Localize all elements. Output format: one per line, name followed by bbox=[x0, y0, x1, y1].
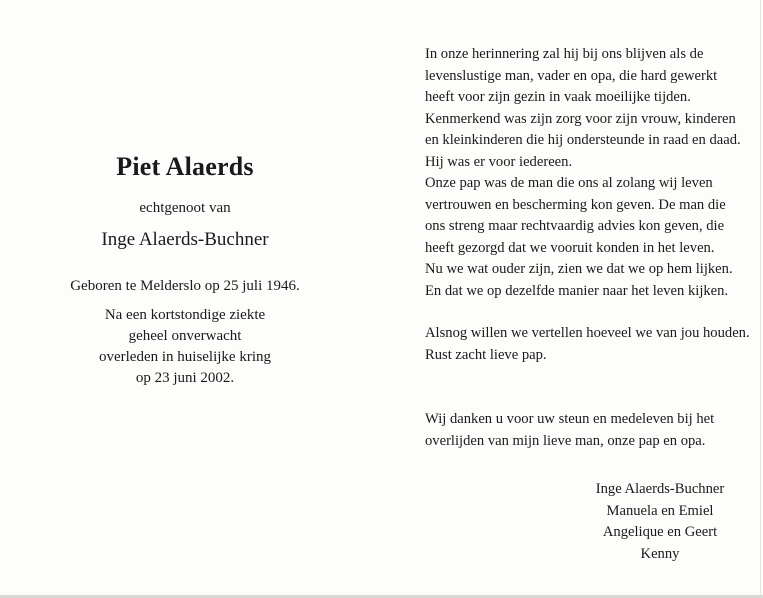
death-line: overleden in huiselijke kring bbox=[98, 349, 272, 365]
memory-paragraph bbox=[425, 44, 751, 302]
memory-line: levenslustige man, vader en opa, die hard gewerkt bbox=[425, 67, 718, 84]
thanks-paragraph bbox=[425, 409, 751, 452]
love-line: Alsnog willen we vertellen hoeveel we van jou houden. bbox=[425, 325, 750, 341]
death-line: op 23 juni 2002. bbox=[135, 370, 235, 386]
memory-line: Onze pap was de man die ons al zolang wij leven bbox=[425, 175, 713, 191]
signature-name: Inge Alaerds-Buchner bbox=[595, 481, 725, 497]
memory-line: en kleinkinderen die hij ondersteunde in raad en daad. bbox=[425, 132, 741, 148]
card-edge bbox=[760, 0, 761, 598]
memory-line: heeft gezorgd dat we vooruit konden in het leven. bbox=[425, 239, 715, 256]
birth-info: Geboren te Melderslo op 25 juli 1946. bbox=[70, 278, 300, 294]
death-line: geheel onverwacht bbox=[128, 328, 242, 344]
signature-name: Angelique en Geert bbox=[602, 524, 718, 540]
signature-name: Manuela en Emiel bbox=[606, 502, 714, 519]
memory-line: heeft voor zijn gezin in vaak moeilijke tijden. bbox=[425, 89, 691, 105]
memory-line: vertrouwen en bescherming kon geven. De man die bbox=[425, 196, 726, 213]
love-paragraph bbox=[425, 323, 751, 366]
thanks-line: overlijden van mijn lieve man, onze pap en opa. bbox=[425, 432, 706, 449]
death-info bbox=[40, 305, 330, 389]
memory-line: En dat we op dezelfde manier naar het leven kijken. bbox=[425, 282, 729, 299]
memory-line: Hij was er voor iedereen. bbox=[425, 153, 573, 170]
spouse-name: Inge Alaerds-Buchner bbox=[101, 229, 269, 250]
death-line: Na een kortstondige ziekte bbox=[104, 307, 266, 323]
left-panel bbox=[40, 150, 330, 389]
memory-line: In onze herinnering zal hij bij ons blijven als de bbox=[425, 46, 704, 62]
family-signatures bbox=[560, 479, 760, 565]
signature-name: Kenny bbox=[640, 545, 680, 562]
thanks-line: Wij danken u voor uw steun en medeleven bij het bbox=[425, 411, 715, 427]
memory-line: Kenmerkend was zijn zorg voor zijn vrouw, kinderen bbox=[425, 110, 736, 127]
love-line: Rust zacht lieve pap. bbox=[425, 346, 547, 363]
memory-line: Nu we wat ouder zijn, zien we dat we op hem lijken. bbox=[425, 261, 733, 277]
memory-line: ons streng maar rechtvaardig advies kon geven, die bbox=[425, 218, 725, 234]
spouse-label: echtgenoot van bbox=[139, 200, 231, 216]
right-panel bbox=[425, 44, 751, 452]
deceased-name: Piet Alaerds bbox=[116, 152, 254, 181]
